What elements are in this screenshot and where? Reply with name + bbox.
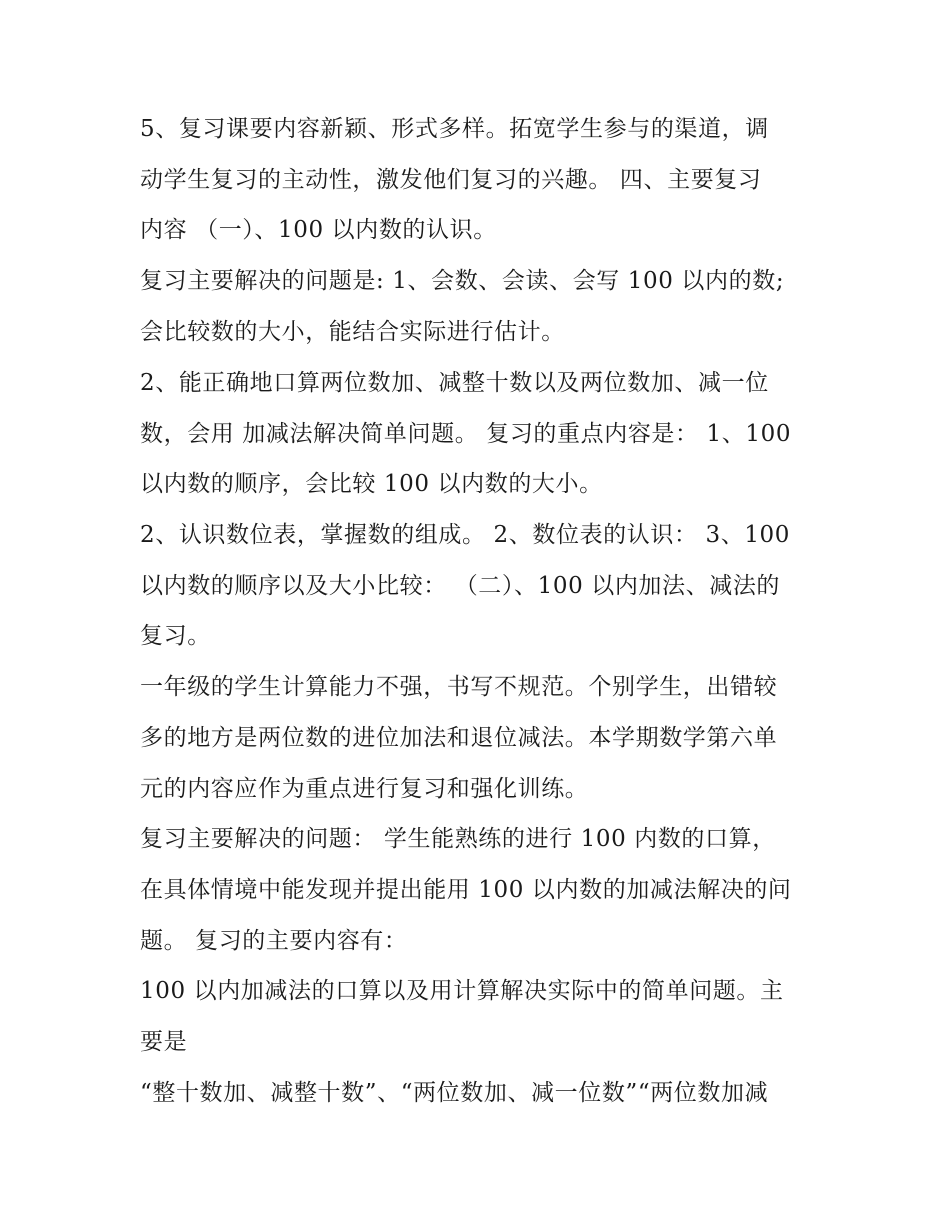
text-line: 动学生复习的主动性，激发他们复习的兴趣。 四、主要复习 (140, 167, 762, 193)
text-line: 元的内容应作为重点进行复习和强化训练。 (140, 776, 589, 802)
text-line: 一年级的学生计算能力不强，书写不规范。个别学生，出错较 (140, 674, 778, 700)
text-line: 题。 复习的主要内容有： (140, 928, 408, 954)
text-line: “整十数加、减整十数”、“两位数加、减一位数”“两位数加减 (140, 1080, 769, 1106)
text-line: 以内数的顺序以及大小比较： （二）、100 以内加法、减法的 (140, 573, 781, 599)
text-line: 要是 (140, 1029, 188, 1055)
text-line: 多的地方是两位数的进位加法和退位减法。本学期数学第六单 (140, 725, 778, 751)
text-line: 2、能正确地口算两位数加、减整十数以及两位数加、减一位 (140, 370, 769, 396)
text-line: 复习。 (140, 623, 211, 649)
text-line: 数，会用 加减法解决简单问题。 复习的重点内容是： 1、100 (140, 421, 792, 447)
text-line: 以内数的顺序，会比较 100 以内数的大小。 (140, 471, 603, 497)
text-line: 复习主要解决的问题是: 1、会数、会读、会写 100 以内的数; (140, 268, 785, 294)
text-line: 会比较数的大小，能结合实际进行估计。 (140, 319, 565, 345)
text-line: 内容 （一）、100 以内数的认识。 (140, 217, 497, 243)
text-line: 在具体情境中能发现并提出能用 100 以内数的加减法解决的问 (140, 877, 792, 903)
text-line: 100 以内加减法的口算以及用计算解决实际中的简单问题。主 (140, 978, 784, 1004)
text-line: 5、复习课要内容新颖、形式多样。拓宽学生参与的渠道，调 (140, 116, 769, 142)
text-line: 复习主要解决的问题： 学生能熟练的进行 100 内数的口算， (140, 826, 776, 852)
text-line: 2、认识数位表，掌握数的组成。 2、数位表的认识： 3、100 (140, 522, 791, 548)
